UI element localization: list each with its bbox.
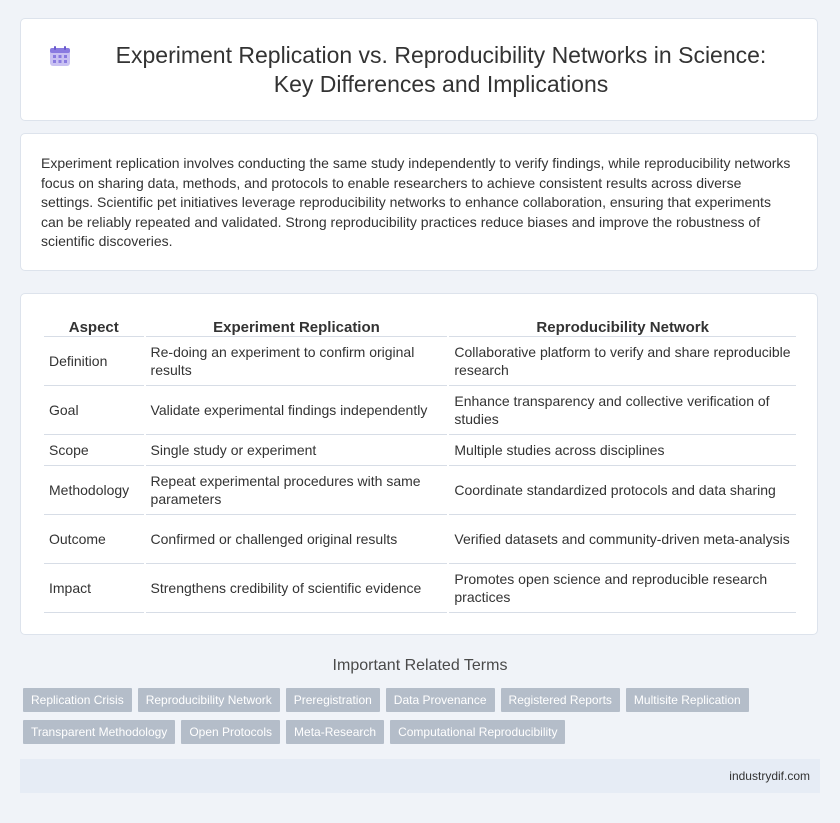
cell-replication: Repeat experimental procedures with same parameters	[146, 466, 448, 515]
intro-paragraph: Experiment replication involves conducting the same study independently to verify findings, while reproducibility networks focus on sharing data, methods, and protocols to enable researchers to achieve consistent results across diverse settings. Scientific pet initiatives leverage reproducibility networks to enhance collaboration, ensuring that experiments can be reliably repeated and validated. Strong reproducibility practices reduce biases and improve the robustness of scientific discoveries.	[41, 155, 791, 249]
related-terms-tags	[23, 688, 813, 744]
cell-network: Enhance transparency and collective verification of studies	[449, 386, 796, 435]
tag-replication-crisis[interactable]: Replication Crisis	[23, 688, 132, 712]
cell-replication: Re-doing an experiment to confirm original results	[146, 337, 448, 386]
cell-replication: Confirmed or challenged original results	[146, 515, 448, 564]
cell-network: Coordinate standardized protocols and data sharing	[449, 466, 796, 515]
cell-network: Collaborative platform to verify and share reproducible research	[449, 337, 796, 386]
table-row	[44, 435, 796, 466]
cell-aspect: Impact	[44, 564, 144, 613]
table-row	[44, 564, 796, 613]
cell-network: Multiple studies across disciplines	[449, 435, 796, 466]
tag-meta-research[interactable]: Meta-Research	[286, 720, 384, 744]
table-row	[44, 337, 796, 386]
cell-aspect: Methodology	[44, 466, 144, 515]
page-title: Experiment Replication vs. Reproducibility Networks in Science: Key Differences and Implications	[115, 41, 767, 97]
related-terms-heading: Important Related Terms	[332, 657, 508, 674]
tag-data-provenance[interactable]: Data Provenance	[386, 688, 495, 712]
cell-replication: Validate experimental findings independently	[146, 386, 448, 435]
footer-site-link[interactable]: industrydif.com	[729, 769, 810, 783]
cell-replication: Single study or experiment	[146, 435, 448, 466]
column-header-network: Reproducibility Network	[449, 314, 796, 337]
cell-network: Verified datasets and community-driven meta-analysis	[449, 515, 796, 564]
table-row	[44, 515, 796, 564]
table-row	[44, 386, 796, 435]
column-header-aspect: Aspect	[44, 314, 144, 337]
tag-computational-reproducibility[interactable]: Computational Reproducibility	[390, 720, 565, 744]
intro-card	[20, 133, 818, 271]
comparison-table	[42, 314, 798, 613]
title-wrap	[49, 41, 789, 99]
cell-aspect: Definition	[44, 337, 144, 386]
column-header-replication: Experiment Replication	[146, 314, 448, 337]
cell-aspect: Scope	[44, 435, 144, 466]
document-grid-icon	[49, 45, 71, 67]
table-header-row	[44, 314, 796, 337]
cell-aspect: Goal	[44, 386, 144, 435]
comparison-table-card	[20, 293, 818, 635]
cell-replication: Strengthens credibility of scientific evidence	[146, 564, 448, 613]
cell-aspect: Outcome	[44, 515, 144, 564]
cell-network: Promotes open science and reproducible research practices	[449, 564, 796, 613]
tag-preregistration[interactable]: Preregistration	[286, 688, 380, 712]
tag-open-protocols[interactable]: Open Protocols	[181, 720, 280, 744]
tag-registered-reports[interactable]: Registered Reports	[501, 688, 620, 712]
tag-multisite-replication[interactable]: Multisite Replication	[626, 688, 749, 712]
footer	[20, 759, 820, 793]
tag-transparent-methodology[interactable]: Transparent Methodology	[23, 720, 175, 744]
table-row	[44, 466, 796, 515]
title-card	[20, 18, 818, 121]
tag-reproducibility-network[interactable]: Reproducibility Network	[138, 688, 280, 712]
